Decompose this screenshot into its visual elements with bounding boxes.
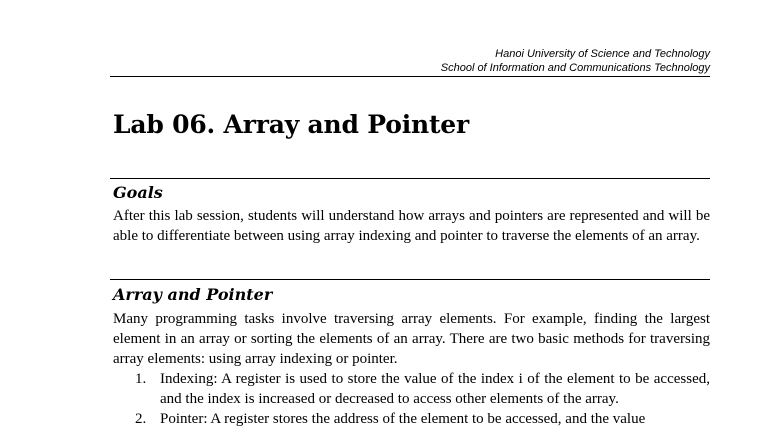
array-pointer-heading: Array and Pointer [113, 285, 273, 304]
array-pointer-paragraph: Many programming tasks involve traversing array elements. For example, finding the largest element in an array or sorting the elements of an array. There are two basic methods for traversing array elements: using array indexing or pointer. [113, 311, 710, 367]
page-title: Lab 06. Array and Pointer [113, 110, 469, 139]
traversal-methods-list [113, 369, 710, 429]
page-header [441, 47, 710, 75]
goals-heading: Goals [113, 183, 163, 202]
header-school: School of Information and Communications Technology [440, 62, 710, 74]
list-item [113, 369, 710, 409]
list-item-text: Pointer: A register stores the address of the element to be accessed, and the value [160, 411, 646, 427]
array-pointer-divider [110, 279, 710, 280]
list-item-number: 2. [135, 411, 147, 427]
list-item-text: Indexing: A register is used to store the value of the index i of the element to be accessed, and the index is increased or decreased to access other elements of the array. [160, 371, 710, 407]
list-item-number: 1. [135, 371, 147, 387]
list-item [113, 409, 710, 429]
header-divider [110, 76, 710, 77]
goals-paragraph: After this lab session, students will understand how arrays and pointers are represented and will be able to differentiate between using array indexing and pointer to traverse the elements of an array. [113, 208, 710, 244]
goals-divider [110, 178, 710, 179]
header-university: Hanoi University of Science and Technology [495, 48, 710, 60]
